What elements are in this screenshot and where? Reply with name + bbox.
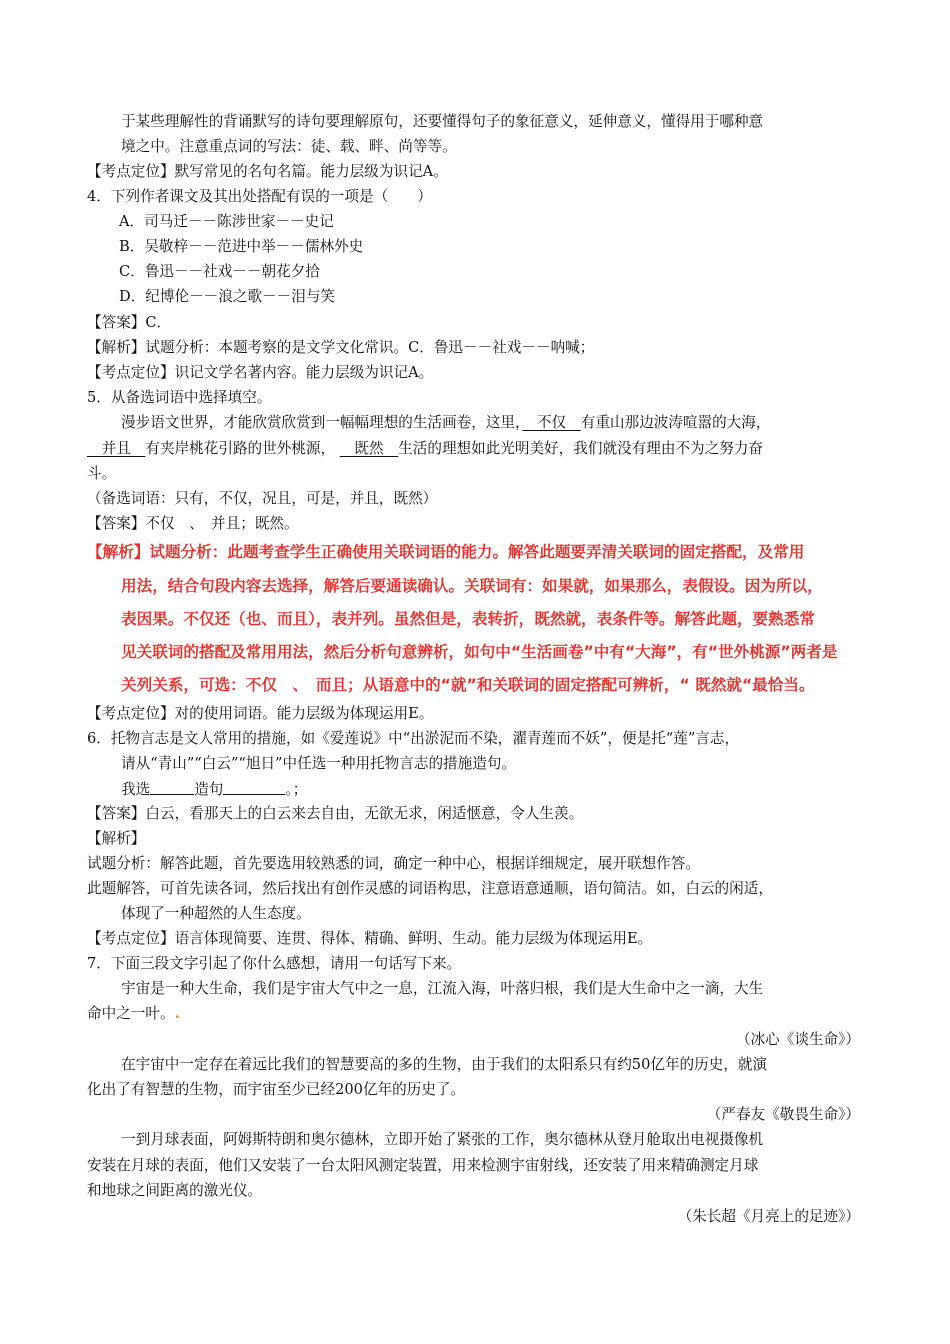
text-line <box>121 416 770 431</box>
answer-line: 【答案】白云，看那天上的白云来去自由，无欲无求，闲适惬意，令人生羡。 <box>87 805 584 822</box>
text-line: 请从“青山”“白云”“旭日”中任选一种用托物言志的措施造句。 <box>121 755 517 772</box>
analysis-red-line: 见关联词的搭配及常用用法，然后分析句意辨析，如句中“生活画卷”中有“大海”，有“世外桃源”两者是 <box>121 643 838 661</box>
analysis-red-line: 【解析】试题分析：此题考查学生正确使用关联词语的能力。解答此题要弄清关联词的固定搭配，及常用 <box>87 543 805 561</box>
analysis-red-line: 表因果。不仅还（也、而且），表并列。虽然但是，表转折，既然就，表条件等。解答此题，要熟悉常 <box>121 610 815 628</box>
text-segment: . <box>174 1005 180 1022</box>
text-segment: 生活的理想如此光明美好，我们就没有理由不为之努力奋 <box>398 440 764 457</box>
source-citation: （严春友《敬畏生命》） <box>706 1106 860 1123</box>
text-segment: 有重山那边波涛喧嚣的大海， <box>580 414 771 431</box>
text-line <box>87 442 763 457</box>
text-segment: 漫步语文世界，才能欣赏欣赏到一幅幅理想的生活画卷，这里， <box>121 414 523 431</box>
text-line: 宇宙是一种大生命，我们是宇宙大气中之一息，江流入海，叶落归根，我们是大生命中之一滴，大生 <box>121 980 764 997</box>
text-line: 在宇宙中一定存在着远比我们的智慧要高的多的生物，由于我们的太阳系只有约50亿年的历史，就演 <box>121 1056 768 1073</box>
text-line: 境之中。注意重点词的写法：徒、载、畔、尚等等。 <box>121 138 457 155</box>
analysis-label: 【解析】 <box>87 830 146 847</box>
question-4-stem: 4．下列作者课文及其出处搭配有误的一项是（ ） <box>87 188 432 205</box>
text-line: 一到月球表面，阿姆斯特朗和奥尔德林，立即开始了紧张的工作，奥尔德林从登月舱取出电视摄像机 <box>121 1131 764 1148</box>
fill-blank-2: 并且 <box>87 440 146 457</box>
text-line: 试题分析：解答此题，首先要选用较熟悉的词，确定一种中心，根据详细规定，展开联想作答。 <box>87 855 700 872</box>
answer-line: 【答案】C． <box>87 314 172 331</box>
analysis-red-line: 用法，结合句段内容去选择，解答后要通读确认。关联词有：如果就，如果那么，表假设。因为所以， <box>121 577 823 595</box>
analysis-line: 【解析】试题分析：本题考察的是文学文化常识。C．鲁迅－－社戏－－呐喊； <box>87 339 595 356</box>
source-citation: （朱长超《月亮上的足迹》） <box>677 1208 860 1225</box>
text-segment: 我选 <box>121 781 151 798</box>
text-line: 安装在月球的表面，他们又安装了一台太阳风测定装置，用来检测宇宙射线，还安装了用来精确测定月球 <box>87 1157 759 1174</box>
text-line: 化出了有智慧的生物，而宇宙至少已经200亿年的历史了。 <box>87 1081 466 1098</box>
fill-blank <box>223 782 285 795</box>
option-d: D．纪博伦－－浪之歌－－泪与笑 <box>119 288 336 305</box>
text-segment: 。； <box>285 781 308 798</box>
fill-blank-3: 既然 <box>339 440 399 457</box>
fill-blank-1: 不仅 <box>522 414 581 431</box>
text-segment: 有夹岸桃花引路的世外桃源， <box>145 440 336 457</box>
kaodian-line: 【考点定位】语言体现简要、连贯、得体、精确、鲜明、生动。能力层级为体现运用E。 <box>87 930 653 947</box>
text-segment: 命中之一叶。 <box>87 1005 175 1022</box>
options-line: （备选词语：只有，不仅，况且，可是，并且，既然） <box>87 490 438 507</box>
kaodian-line: 【考点定位】默写常见的名句名篇。能力层级为识记A。 <box>87 163 448 180</box>
fill-line <box>121 782 307 798</box>
answer-line: 【答案】不仅 、 并且；既然。 <box>87 515 299 532</box>
text-line: 此题解答，可首先读各词，然后找出有创作灵感的词语构思，注意语意通顺，语句简洁。如，白云的闲适， <box>87 880 773 897</box>
source-citation: （冰心《谈生命》） <box>735 1031 860 1048</box>
question-6-stem: 6．托物言志是文人常用的措施，如《爱莲说》中“出淤泥而不染，濯青莲而不妖”，便是托“莲”言志， <box>87 730 740 747</box>
text-line <box>87 1007 180 1022</box>
text-line: 和地球之间距离的激光仪。 <box>87 1182 263 1199</box>
text-line: 斗。 <box>87 465 117 482</box>
kaodian-line: 【考点定位】对的使用词语。能力层级为体现运用E。 <box>87 705 434 722</box>
question-7-stem: 7．下面三段文字引起了你什么感想，请用一句话写下来。 <box>87 955 462 972</box>
text-line: 体现了一种超然的人生态度。 <box>121 905 311 922</box>
text-segment: 造句 <box>194 781 224 798</box>
fill-blank <box>150 782 194 795</box>
option-b: B．吴敬梓－－范进中举－－儒林外史 <box>119 238 364 255</box>
question-5-stem: 5．从备选词语中选择填空。 <box>87 389 272 406</box>
option-c: C．鲁迅－－社戏－－朝花夕拾 <box>119 263 320 280</box>
kaodian-line: 【考点定位】识记文学名著内容。能力层级为识记A。 <box>87 364 434 381</box>
text-line: 于某些理解性的背诵默写的诗句要理解原句，还要懂得句子的象征意义，延伸意义，懂得用于哪种意 <box>121 113 764 130</box>
option-a: A．司马迁－－陈涉世家－－史记 <box>119 213 334 230</box>
analysis-red-line: 关列关系，可选：不仅 、 而且；从语意中的“就”和关联词的固定搭配可辨析，“ 既然就“最恰当。 <box>121 676 815 694</box>
